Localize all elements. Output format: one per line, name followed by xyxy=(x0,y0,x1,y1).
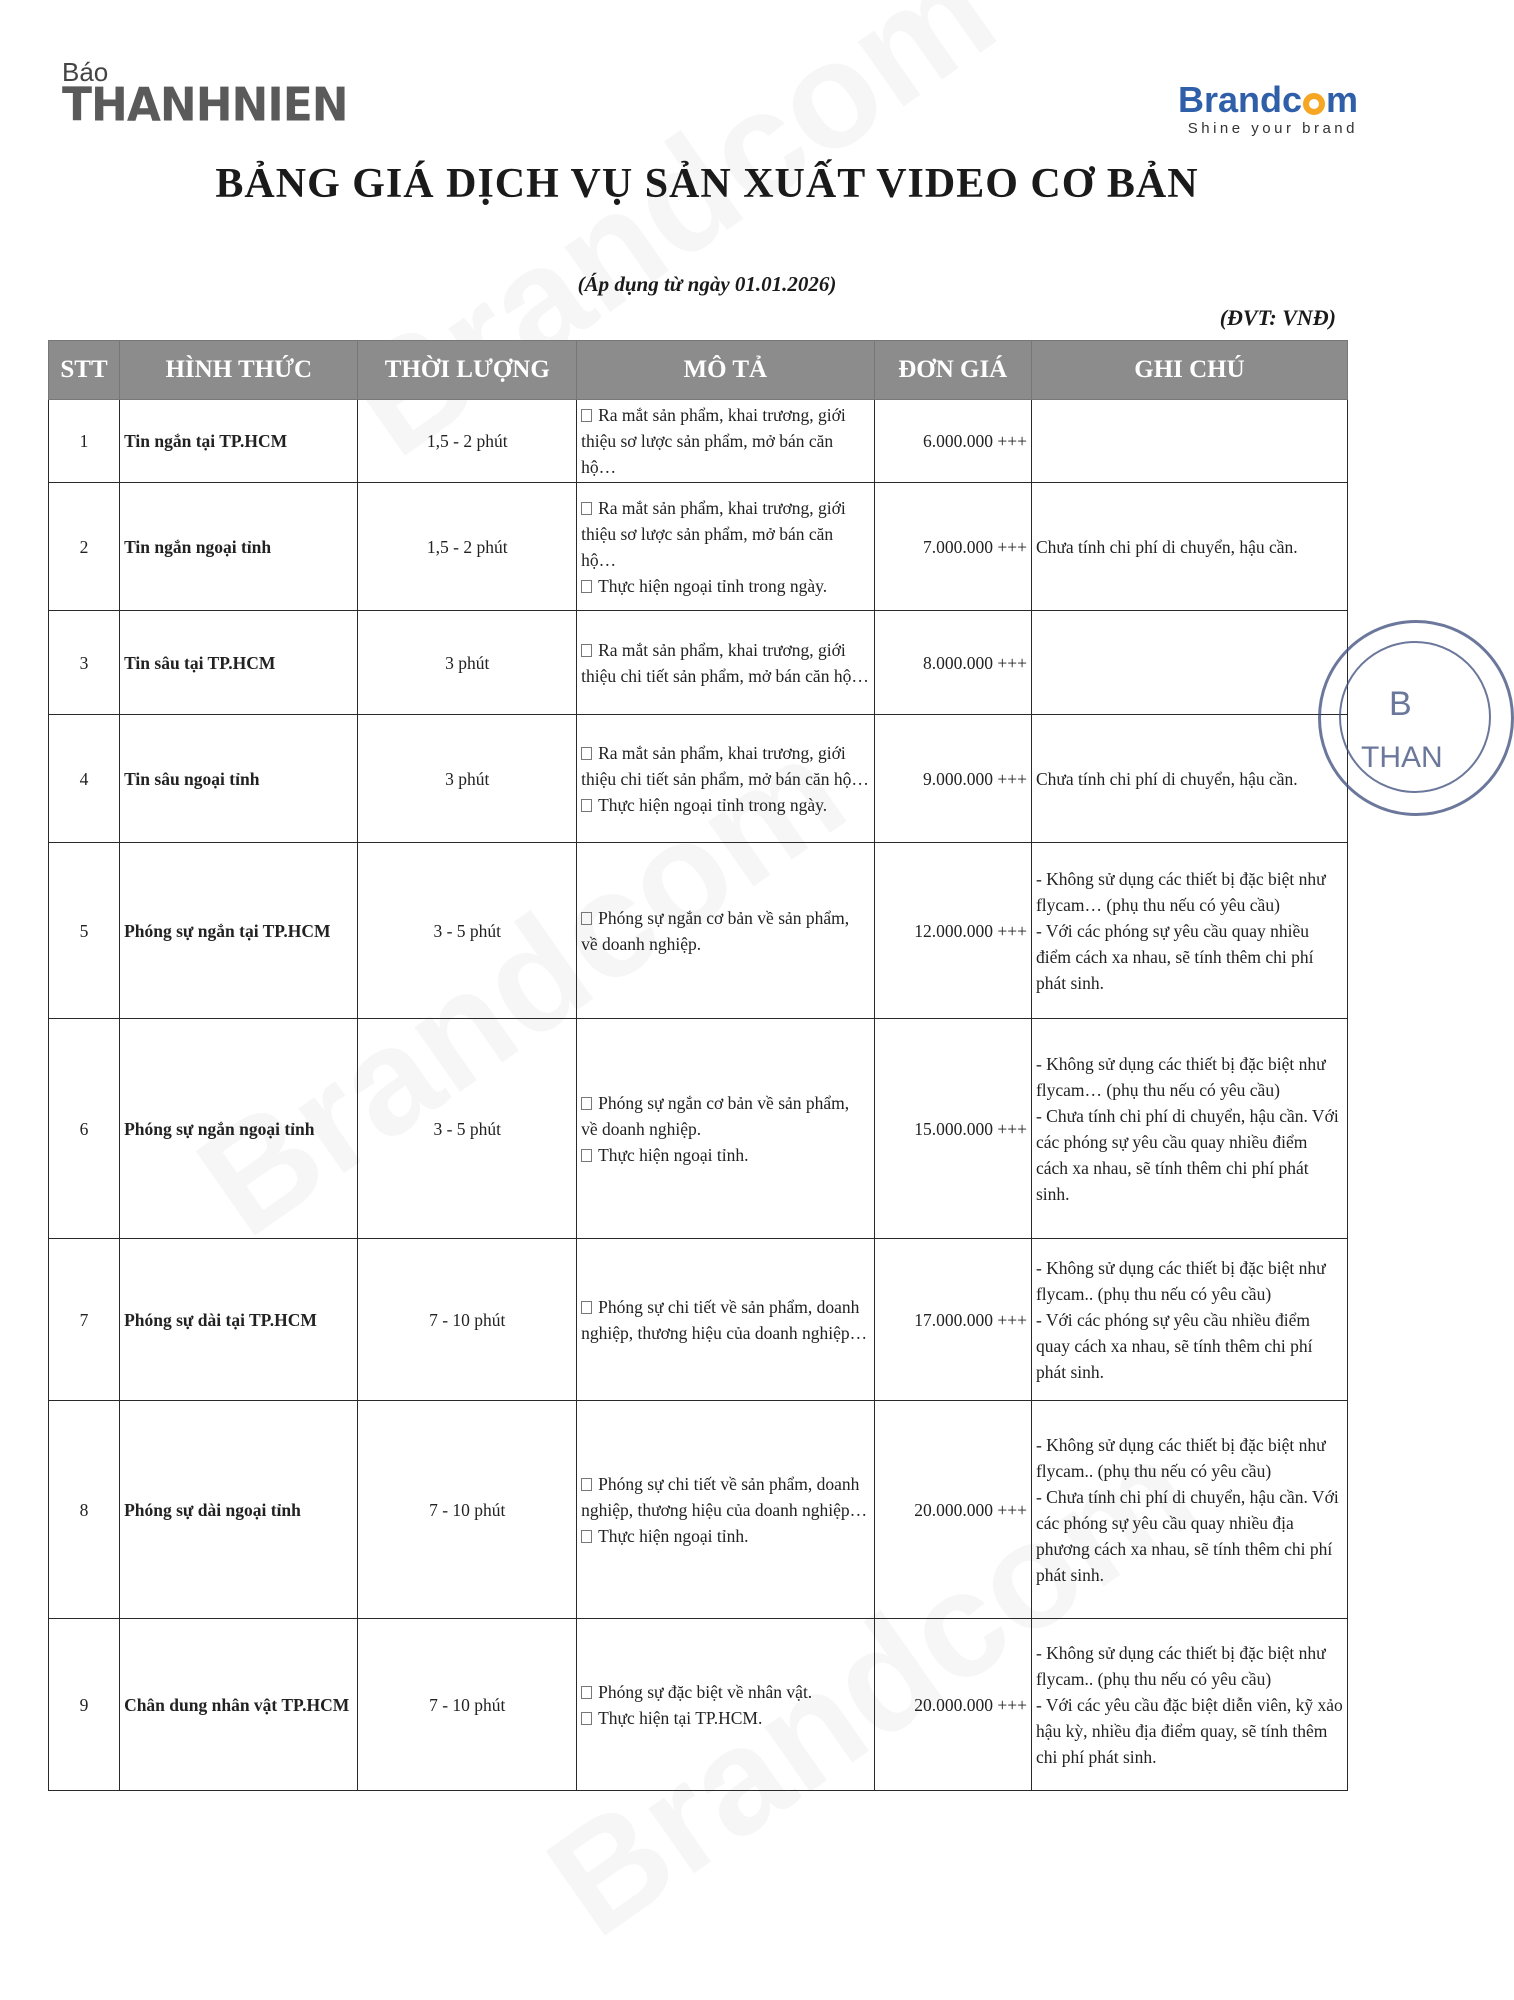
row-stt: 3 xyxy=(49,611,120,715)
row-description xyxy=(577,400,874,483)
row-form: Chân dung nhân vật TP.HCM xyxy=(120,1619,358,1791)
row-price: 20.000.000 +++ xyxy=(874,1401,1031,1619)
description-text: Ra mắt sản phẩm, khai trương, giới thiệu chi tiết sản phẩm, mở bán căn hộ… xyxy=(581,742,869,789)
description-line xyxy=(581,495,869,573)
description-line xyxy=(581,1705,869,1731)
official-stamp xyxy=(1318,620,1514,816)
row-stt: 8 xyxy=(49,1401,120,1619)
description-text: Ra mắt sản phẩm, khai trương, giới thiệu sơ lược sản phẩm, mở bán căn hộ… xyxy=(581,405,846,477)
description-text: Thực hiện ngoại tỉnh. xyxy=(598,1144,749,1165)
row-notes xyxy=(1031,611,1347,715)
header-duration: THỜI LƯỢNG xyxy=(358,341,577,400)
note-line: - Với các phóng sự yêu cầu quay nhiều điểm cách xa nhau, sẽ tính thêm chi phí phát sinh. xyxy=(1035,920,1314,993)
note-line: - Không sử dụng các thiết bị đặc biệt như flycam.. (phụ thu nếu có yêu cầu) xyxy=(1035,1257,1326,1304)
row-notes xyxy=(1031,400,1347,483)
bullet-box-icon xyxy=(581,1530,592,1543)
row-notes xyxy=(1031,715,1347,843)
logo-name: THANHNIEN xyxy=(62,78,348,133)
price-table xyxy=(48,340,1348,1791)
note-line: - Không sử dụng các thiết bị đặc biệt như flycam.. (phụ thu nếu có yêu cầu) xyxy=(1035,1642,1326,1689)
table-row xyxy=(49,1239,1348,1401)
table-body xyxy=(49,400,1348,1791)
row-description xyxy=(577,1019,874,1239)
row-price: 7.000.000 +++ xyxy=(874,483,1031,611)
effective-date: (Áp dụng từ ngày 01.01.2026) xyxy=(577,272,837,296)
description-line xyxy=(581,1679,869,1705)
row-notes xyxy=(1031,1019,1347,1239)
header-stt: STT xyxy=(49,341,120,400)
table-row xyxy=(49,1401,1348,1619)
note-line: Chưa tính chi phí di chuyển, hậu cần. xyxy=(1035,768,1298,789)
row-price: 6.000.000 +++ xyxy=(874,400,1031,483)
bullet-box-icon xyxy=(581,580,592,593)
row-description xyxy=(577,1239,874,1401)
description-text: Ra mắt sản phẩm, khai trương, giới thiệu chi tiết sản phẩm, mở bán căn hộ… xyxy=(581,639,869,686)
note-line: Chưa tính chi phí di chuyển, hậu cần. xyxy=(1035,536,1298,557)
stamp-text: THAN xyxy=(1361,741,1443,774)
brandcom-o-icon xyxy=(1303,93,1325,115)
row-duration: 7 - 10 phút xyxy=(358,1401,577,1619)
table-header-row xyxy=(49,341,1348,400)
row-duration: 3 - 5 phút xyxy=(358,1019,577,1239)
description-text: Thực hiện ngoại tỉnh trong ngày. xyxy=(598,575,828,596)
logo-small-text: Báo xyxy=(62,57,109,87)
bullet-box-icon xyxy=(581,644,592,657)
row-notes xyxy=(1031,1401,1347,1619)
row-stt: 9 xyxy=(49,1619,120,1791)
row-form: Tin sâu tại TP.HCM xyxy=(120,611,358,715)
page-title: BẢNG GIÁ DỊCH VỤ SẢN XUẤT VIDEO CƠ BẢN xyxy=(215,161,1199,207)
row-stt: 2 xyxy=(49,483,120,611)
bullet-box-icon xyxy=(581,1301,592,1314)
row-stt: 5 xyxy=(49,843,120,1019)
row-price: 20.000.000 +++ xyxy=(874,1619,1031,1791)
bullet-box-icon xyxy=(581,912,592,925)
bullet-box-icon xyxy=(581,747,592,760)
row-form: Phóng sự dài tại TP.HCM xyxy=(120,1239,358,1401)
row-notes xyxy=(1031,1239,1347,1401)
row-price: 8.000.000 +++ xyxy=(874,611,1031,715)
row-form: Phóng sự dài ngoại tỉnh xyxy=(120,1401,358,1619)
description-line xyxy=(581,905,869,957)
header-notes: GHI CHÚ xyxy=(1031,341,1347,400)
row-form: Phóng sự ngắn ngoại tỉnh xyxy=(120,1019,358,1239)
table-row xyxy=(49,483,1348,611)
bullet-box-icon xyxy=(581,1712,592,1725)
row-duration: 3 phút xyxy=(358,611,577,715)
description-text: Thực hiện ngoại tỉnh trong ngày. xyxy=(598,794,828,815)
row-description xyxy=(577,843,874,1019)
row-notes xyxy=(1031,483,1347,611)
table-row xyxy=(49,715,1348,843)
row-price: 12.000.000 +++ xyxy=(874,843,1031,1019)
row-form: Tin ngắn ngoại tỉnh xyxy=(120,483,358,611)
description-line xyxy=(581,573,869,599)
thanhnien-logo xyxy=(62,57,348,133)
bullet-box-icon xyxy=(581,1686,592,1699)
description-line xyxy=(581,740,869,792)
row-duration: 7 - 10 phút xyxy=(358,1239,577,1401)
row-stt: 7 xyxy=(49,1239,120,1401)
note-line: - Không sử dụng các thiết bị đặc biệt như flycam… (phụ thu nếu có yêu cầu) xyxy=(1035,1053,1326,1100)
row-description xyxy=(577,715,874,843)
stamp-letter: B xyxy=(1389,685,1412,723)
description-line xyxy=(581,1142,869,1168)
row-duration: 3 phút xyxy=(358,715,577,843)
header-price: ĐƠN GIÁ xyxy=(874,341,1031,400)
row-description xyxy=(577,1401,874,1619)
bullet-box-icon xyxy=(581,1478,592,1491)
row-description xyxy=(577,611,874,715)
description-text: Phóng sự đặc biệt về nhân vật. xyxy=(598,1681,813,1702)
brandcom-slogan: Shine your brand xyxy=(1187,120,1358,137)
note-line: - Chưa tính chi phí di chuyển, hậu cần. Với các phóng sự yêu cầu quay nhiều địa phương cách xa nhau, sẽ tính thêm chi phí phát sinh. xyxy=(1035,1486,1339,1585)
description-line xyxy=(581,1090,869,1142)
row-form: Tin sâu ngoại tỉnh xyxy=(120,715,358,843)
currency-unit: (ĐVT: VNĐ) xyxy=(1219,305,1336,330)
note-line: - Không sử dụng các thiết bị đặc biệt như flycam.. (phụ thu nếu có yêu cầu) xyxy=(1035,1434,1326,1481)
description-text: Thực hiện tại TP.HCM. xyxy=(598,1707,763,1728)
table-row xyxy=(49,611,1348,715)
description-text: Phóng sự ngắn cơ bản về sản phẩm, về doanh nghiệp. xyxy=(581,1092,850,1139)
description-line xyxy=(581,402,869,480)
header-form: HÌNH THỨC xyxy=(120,341,358,400)
description-text: Phóng sự chi tiết về sản phẩm, doanh nghiệp, thương hiệu của doanh nghiệp… xyxy=(581,1296,868,1343)
row-stt: 6 xyxy=(49,1019,120,1239)
row-price: 15.000.000 +++ xyxy=(874,1019,1031,1239)
row-stt: 1 xyxy=(49,400,120,483)
description-line xyxy=(581,792,869,818)
description-line xyxy=(581,637,869,689)
row-notes xyxy=(1031,843,1347,1019)
table-row xyxy=(49,400,1348,483)
bullet-box-icon xyxy=(581,1149,592,1162)
row-price: 9.000.000 +++ xyxy=(874,715,1031,843)
brandcom-name-part1: Brandc xyxy=(1177,79,1302,120)
row-form: Tin ngắn tại TP.HCM xyxy=(120,400,358,483)
description-text: Ra mắt sản phẩm, khai trương, giới thiệu sơ lược sản phẩm, mở bán căn hộ… xyxy=(581,497,846,570)
table-row xyxy=(49,843,1348,1019)
description-text: Thực hiện ngoại tỉnh. xyxy=(598,1525,749,1546)
table-row xyxy=(49,1619,1348,1791)
row-duration: 7 - 10 phút xyxy=(358,1619,577,1791)
brandcom-logo xyxy=(1177,79,1358,137)
note-line: - Với các phóng sự yêu cầu nhiều điểm quay cách xa nhau, sẽ tính thêm chi phí phát sinh. xyxy=(1035,1309,1313,1382)
table-row xyxy=(49,1019,1348,1239)
row-description xyxy=(577,483,874,611)
description-line xyxy=(581,1523,869,1549)
bullet-box-icon xyxy=(581,799,592,812)
note-line: - Không sử dụng các thiết bị đặc biệt như flycam… (phụ thu nếu có yêu cầu) xyxy=(1035,868,1326,915)
bullet-box-icon xyxy=(581,409,592,422)
header-description: MÔ TẢ xyxy=(577,341,874,400)
row-duration: 3 - 5 phút xyxy=(358,843,577,1019)
row-duration: 1,5 - 2 phút xyxy=(358,400,577,483)
row-description xyxy=(577,1619,874,1791)
row-notes xyxy=(1031,1619,1347,1791)
description-line xyxy=(581,1471,869,1523)
description-text: Phóng sự chi tiết về sản phẩm, doanh nghiệp, thương hiệu của doanh nghiệp… xyxy=(581,1473,868,1520)
row-price: 17.000.000 +++ xyxy=(874,1239,1031,1401)
row-form: Phóng sự ngắn tại TP.HCM xyxy=(120,843,358,1019)
bullet-box-icon xyxy=(581,502,592,515)
description-text: Phóng sự ngắn cơ bản về sản phẩm, về doanh nghiệp. xyxy=(581,907,850,954)
bullet-box-icon xyxy=(581,1097,592,1110)
row-duration: 1,5 - 2 phút xyxy=(358,483,577,611)
note-line: - Với các yêu cầu đặc biệt diễn viên, kỹ xảo hậu kỳ, nhiều địa điểm quay, sẽ tính thêm chi phí phát sinh. xyxy=(1035,1694,1343,1767)
brandcom-wordmark xyxy=(1177,79,1358,120)
brandcom-name-part2: m xyxy=(1325,79,1358,120)
row-stt: 4 xyxy=(49,715,120,843)
note-line: - Chưa tính chi phí di chuyển, hậu cần. Với các phóng sự yêu cầu quay nhiều điểm cách xa nhau, sẽ tính thêm chi phí phát sinh. xyxy=(1035,1105,1339,1204)
description-line xyxy=(581,1294,869,1346)
